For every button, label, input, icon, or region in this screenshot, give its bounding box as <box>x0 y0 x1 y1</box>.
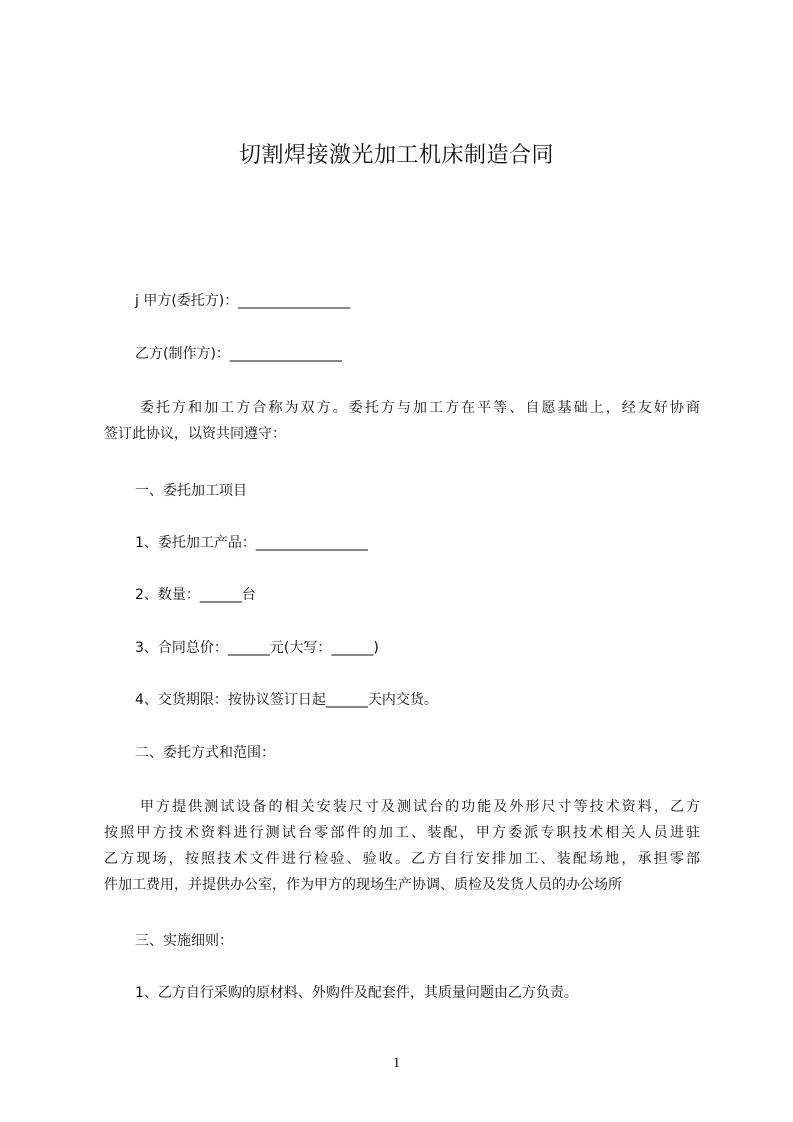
item-1-product: 1、委托加工产品：________________ <box>135 535 368 551</box>
section-2-paragraph <box>104 794 700 898</box>
section-2-line-2: 按照甲方技术资料进行测试台零部件的加工、装配，甲方委派专职技术相关人员进驻 <box>104 825 700 841</box>
page-number: 1 <box>392 1055 401 1071</box>
section-3-item-1: 1、乙方自行采购的原材料、外购件及配套件，其质量问题由乙方负责。 <box>135 985 578 1001</box>
item-4-delivery-term: 4、交货期限：按协议签订日起______天内交货。 <box>135 692 438 708</box>
section-3-heading: 三、实施细则： <box>135 933 233 949</box>
party-b-line: 乙方(制作方)：________________ <box>135 346 342 362</box>
section-2-heading: 二、委托方式和范围： <box>135 745 275 761</box>
section-2-line-4: 件加工费用，并提供办公室，作为甲方的现场生产协调、质检及发货人员的办公场所 <box>104 877 622 893</box>
party-a-line: j 甲方(委托方)：________________ <box>135 293 351 309</box>
intro-line-2: 签订此协议，以资共同遵守： <box>104 426 286 442</box>
item-3-total-price: 3、合同总价：______元(大写：______) <box>135 640 379 656</box>
intro-line-1: 委托方和加工方合称为双方。委托方与加工方在平等、自愿基础上，经友好协商 <box>140 400 700 416</box>
intro-paragraph <box>104 395 700 447</box>
section-2-line-3: 乙方现场，按照技术文件进行检验、验收。乙方自行安排加工、装配场地，承担零部 <box>104 851 700 867</box>
item-2-quantity: 2、数量：______台 <box>135 587 256 603</box>
section-1-heading: 一、委托加工项目 <box>135 483 247 499</box>
section-2-line-1: 甲方提供测试设备的相关安装尺寸及测试台的功能及外形尺寸等技术资料，乙方 <box>140 799 700 815</box>
document-title: 切割焊接激光加工机床制造合同 <box>238 143 554 168</box>
